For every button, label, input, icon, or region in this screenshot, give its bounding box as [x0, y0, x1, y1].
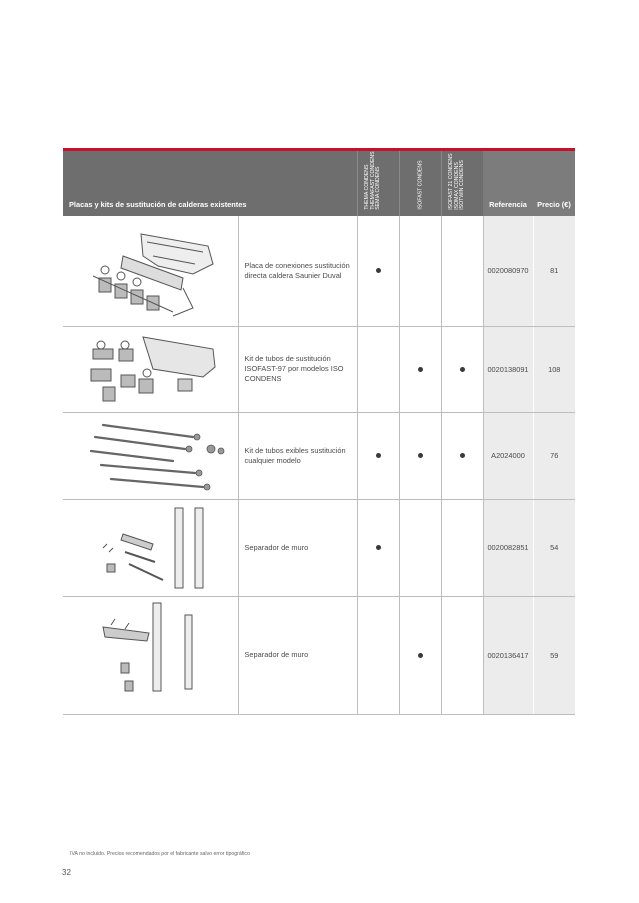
footnote: IVA no incluido. Precios recomendados por el fabricante salvo error tipográfico [70, 851, 250, 857]
compat-cell [441, 596, 483, 714]
table-header-row [63, 150, 575, 216]
product-price: 54 [533, 499, 575, 596]
product-reference: 0020082851 [483, 499, 533, 596]
compat-cell [357, 499, 399, 596]
table-row [63, 326, 575, 412]
compat-cell [357, 412, 399, 499]
product-reference: 0020136417 [483, 596, 533, 714]
wall-spacer-image [63, 500, 238, 596]
column-label: ISOFAST 21 CONDENS [448, 153, 455, 210]
product-reference: 0020080970 [483, 216, 533, 327]
product-image-cell [63, 499, 238, 596]
flexible-tubes-image [63, 413, 238, 499]
compat-cell [399, 412, 441, 499]
table-row [63, 412, 575, 499]
compat-cell [399, 499, 441, 596]
product-description: Kit de tubos de sustitución ISOFAST-97 por modelos ISO CONDENS [238, 326, 357, 412]
column-header-isofast [399, 150, 441, 216]
compat-cell [357, 596, 399, 714]
compat-dot-icon [376, 268, 381, 273]
column-label: ISOTWIN CONDENS [459, 159, 466, 210]
product-price: 108 [533, 326, 575, 412]
table-title: Placas y kits de sustitución de calderas existentes [63, 150, 357, 216]
compat-dot-icon [460, 367, 465, 372]
products-table [63, 148, 575, 715]
tube-kit-image [63, 327, 238, 412]
compat-cell [441, 499, 483, 596]
table-row [63, 596, 575, 714]
page-number: 32 [62, 868, 71, 877]
column-header-price: Precio (€) [533, 150, 575, 216]
column-label: ISOMAX CONDENS [454, 161, 461, 210]
compat-cell [357, 216, 399, 327]
product-reference: A2024000 [483, 412, 533, 499]
product-description: Separador de muro [238, 596, 357, 714]
column-header-reference: Referencia [483, 150, 533, 216]
connection-plate-image [63, 216, 238, 326]
table-row [63, 216, 575, 327]
table-row [63, 499, 575, 596]
compat-dot-icon [418, 367, 423, 372]
compat-cell [441, 326, 483, 412]
product-price: 76 [533, 412, 575, 499]
products-table-container [63, 148, 575, 715]
compat-dot-icon [418, 453, 423, 458]
column-label: ISOFAST CONDENS [417, 160, 424, 210]
product-description: Placa de conexiones sustitución directa caldera Saunier Duval [238, 216, 357, 327]
compat-cell [399, 596, 441, 714]
column-label: SEMIA CONDENS [375, 166, 382, 210]
compat-cell [399, 216, 441, 327]
wall-spacer-image [63, 597, 238, 714]
product-reference: 0020138091 [483, 326, 533, 412]
compat-dot-icon [460, 453, 465, 458]
compat-dot-icon [376, 545, 381, 550]
compat-cell [399, 326, 441, 412]
product-image-cell [63, 326, 238, 412]
column-label: THEMAFAST CONDENS [369, 151, 376, 210]
product-description: Separador de muro [238, 499, 357, 596]
column-label: THEMA CONDENS [364, 164, 371, 210]
product-description: Kit de tubos exibles sustitución cualquier modelo [238, 412, 357, 499]
compat-cell [441, 412, 483, 499]
compat-dot-icon [418, 653, 423, 658]
product-price: 81 [533, 216, 575, 327]
product-image-cell [63, 216, 238, 327]
compat-cell [441, 216, 483, 327]
product-image-cell [63, 412, 238, 499]
compat-dot-icon [376, 453, 381, 458]
column-header-thema [357, 150, 399, 216]
column-header-isofast21 [441, 150, 483, 216]
product-price: 59 [533, 596, 575, 714]
compat-cell [357, 326, 399, 412]
product-image-cell [63, 596, 238, 714]
